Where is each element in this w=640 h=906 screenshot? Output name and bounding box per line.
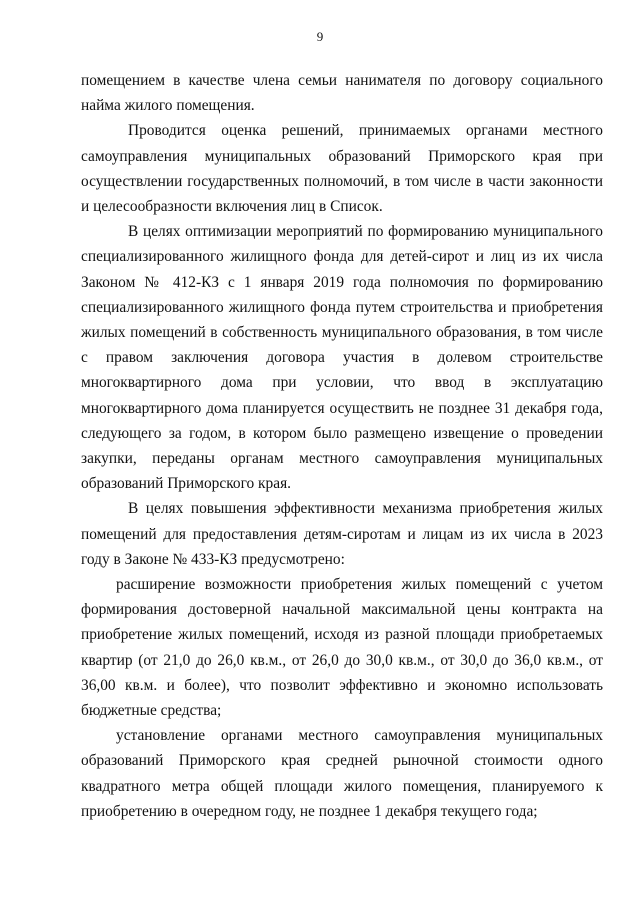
paragraph-efficiency: В целях повышения эффективности механизма приобретения жилых помещений для предоставления детям-сиротам и лицам из их числа в 2023 году в Законе № 433-КЗ предусмотрено:: [81, 500, 603, 568]
paragraph-assessment: Проводится оценка решений, принимаемых органами местного самоуправления муниципальных образований Приморского края при осуществлении государственных полномочий, в том числе в части законности и целесообразности включения лиц в Список.: [81, 122, 603, 216]
paragraph-list-item-2: установление органами местного самоуправления муниципальных образований Приморского края средней рыночной стоимости одного квадратного метра общей площади жилого помещения, планируемого к приобретению в очередном году, не позднее 1 декабря текущего года;: [81, 727, 603, 820]
paragraph-continuation: помещением в качестве члена семьи нанимателя по договору социального найма жилого помещения.: [81, 72, 603, 115]
paragraph-list-item-1: расширение возможности приобретения жилых помещений с учетом формирования достоверной начальной максимальной цены контракта на приобретение жилых помещений, исходя из разной площади приобретаемых квартир (от 21,0 до 26,0 кв.м., от 26,0 до 30,0 кв.м., от 30,0 до 36,0 кв.м., от 36,00 кв.м. и более), что позволит эффективно и экономно использовать бюджетные средства;: [81, 576, 603, 720]
document-body: [81, 68, 603, 824]
paragraph-housing-fund: В целях оптимизации мероприятий по формированию муниципального специализированного жилищного фонда для детей-сирот и лиц из их числа Законом № 412-КЗ с 1 января 2019 года полномочия по формированию специализированного жилищного фонда путем строительства и приобретения жилых помещений в собственность муниципального образования, в том числе с правом заключения договора участия в долевом строительстве многоквартирного дома при условии, что ввод в эксплуатацию многоквартирного дома планируется осуществить не позднее 31 декабря года, следующего за годом, в котором было размещено извещение о проведении закупки, переданы органам местного самоуправления муниципальных образований Приморского края.: [81, 223, 603, 493]
page-number: 9: [316, 29, 324, 44]
